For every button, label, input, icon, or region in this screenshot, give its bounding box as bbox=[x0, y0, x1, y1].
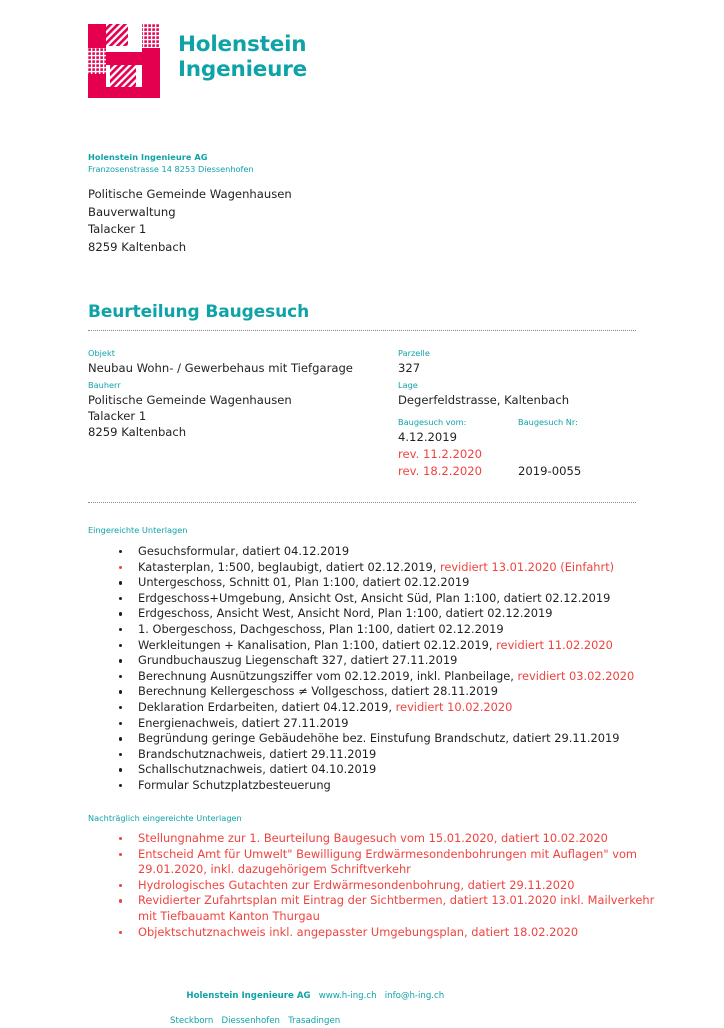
list-item bbox=[88, 762, 658, 778]
list-item-text: Untergeschoss, Schnitt 01, Plan 1:100, datiert 02.12.2019 bbox=[138, 575, 470, 590]
meta-baugesuch-vom-value: 4.12.2019 bbox=[398, 429, 458, 444]
list-item-text: Erdgeschoss+Umgebung, Ansicht Ost, Ansicht Süd, Plan 1:100, datiert 02.12.2019 bbox=[138, 590, 611, 605]
list-item bbox=[88, 731, 658, 747]
meta-baugesuch-row-3 bbox=[398, 463, 636, 480]
list-item bbox=[88, 622, 658, 638]
meta-baugesuch-row-1 bbox=[398, 429, 636, 446]
logo-word-line2: Ingenieure bbox=[178, 57, 308, 82]
footer-locations: Steckborn Diessenhofen Trasadingen bbox=[170, 1016, 341, 1027]
list-item-text: 1. Obergeschoss, Dachgeschoss, Plan 1:100, datiert 02.12.2019 bbox=[138, 621, 504, 636]
meta-lage-and-baugesuch bbox=[398, 380, 636, 480]
company-logo bbox=[88, 24, 307, 98]
meta-bauherr-line-3: 8259 Kaltenbach bbox=[88, 425, 187, 440]
meta-objekt-value: Neubau Wohn- / Gewerbehaus mit Tiefgarage bbox=[88, 360, 353, 375]
list-item bbox=[88, 684, 658, 700]
meta-baugesuch-nr-value: 2019-0055 bbox=[518, 463, 582, 478]
list-item bbox=[88, 638, 658, 654]
page-footer bbox=[170, 978, 444, 1028]
list-item bbox=[88, 544, 658, 560]
list-item-text: Deklaration Erdarbeiten, datiert 04.12.2019, bbox=[138, 699, 396, 714]
recipient-line-1: Politische Gemeinde Wagenhausen bbox=[88, 187, 292, 201]
list-item bbox=[88, 716, 658, 732]
list-item-text: Begründung geringe Gebäudehöhe bez. Einstufung Brandschutz, datiert 29.11.2019 bbox=[138, 731, 620, 746]
list-item-revision-note: revidiert 11.02.2020 bbox=[496, 637, 613, 652]
recipient-line-2: Bauverwaltung bbox=[88, 204, 176, 219]
list-item-text: Hydrologisches Gutachten zur Erdwärmesondenbohrung, datiert 29.11.2020 bbox=[138, 877, 575, 892]
meta-block bbox=[88, 348, 636, 500]
meta-bauherr bbox=[88, 380, 388, 441]
list-item-text: Brandschutznachweis, datiert 29.11.2019 bbox=[138, 746, 377, 761]
meta-lage-value: Degerfeldstrasse, Kaltenbach bbox=[398, 392, 570, 407]
meta-parzelle-label: Parzelle bbox=[398, 348, 430, 358]
divider-under-meta bbox=[88, 502, 636, 504]
list-item bbox=[88, 878, 658, 894]
list-item-revision-note: revidiert 03.02.2020 bbox=[517, 668, 635, 683]
list-item-text: Formular Schutzplatzbesteuerung bbox=[138, 777, 331, 792]
footer-spacer-2 bbox=[377, 991, 385, 1001]
footer-contact-line bbox=[170, 978, 444, 1015]
meta-lage-label: Lage bbox=[398, 380, 418, 390]
meta-baugesuch-labels bbox=[398, 417, 636, 429]
meta-baugesuch-vom-label: Baugesuch vom: bbox=[398, 416, 467, 427]
meta-baugesuch-row-2 bbox=[398, 446, 636, 463]
meta-objekt-label: Objekt bbox=[88, 348, 115, 358]
divider-under-title bbox=[88, 330, 636, 332]
list-item bbox=[88, 606, 658, 622]
meta-parzelle-value: 327 bbox=[398, 360, 421, 375]
list-item bbox=[88, 560, 658, 576]
sender-block bbox=[88, 152, 254, 175]
list-item-revision-note: revidiert 10.02.2020 bbox=[395, 699, 513, 714]
list-item bbox=[88, 591, 658, 607]
sender-company: Holenstein Ingenieure AG bbox=[88, 152, 208, 162]
sender-address: Franzosenstrasse 14 8253 Diessenhofen bbox=[88, 163, 254, 174]
list-item-text: Entscheid Amt für Umwelt" Bewilligung Erdwärmesondenbohrungen mit Auflagen" vom 29.01.2020, inkl. dazugehörigem Schriftverkehr bbox=[138, 846, 638, 877]
footer-company: Holenstein Ingenieure AG bbox=[186, 991, 311, 1002]
meta-parzelle bbox=[398, 348, 636, 376]
holenstein-h-monogram-icon bbox=[88, 24, 160, 98]
section-heading-nachtraeglich-eingereichte-unterlagen: Nachträglich eingereichte Unterlagen bbox=[88, 813, 242, 823]
recipient-line-3: Talacker 1 bbox=[88, 222, 147, 237]
list-item bbox=[88, 747, 658, 763]
list-item-text: Gesuchsformular, datiert 04.12.2019 bbox=[138, 544, 350, 558]
list-item bbox=[88, 669, 658, 685]
meta-bauherr-label: Bauherr bbox=[88, 380, 121, 390]
list-item bbox=[88, 831, 658, 847]
list-item bbox=[88, 653, 658, 669]
list-item bbox=[88, 700, 658, 716]
meta-objekt bbox=[88, 348, 388, 376]
list-item-text: Berechnung Kellergeschoss ≠ Vollgeschoss, datiert 28.11.2019 bbox=[138, 684, 499, 699]
list-item-text: Berechnung Ausnützungsziffer vom 02.12.2019, inkl. Planbeilage, bbox=[138, 668, 518, 683]
recipient-line-4: 8259 Kaltenbach bbox=[88, 239, 187, 254]
page-title: Beurteilung Baugesuch bbox=[88, 302, 310, 322]
meta-row-objekt bbox=[88, 348, 636, 380]
meta-baugesuch-nr-label: Baugesuch Nr: bbox=[518, 416, 578, 427]
list-item bbox=[88, 778, 658, 794]
footer-email[interactable]: info@h-ing.ch bbox=[384, 991, 445, 1002]
logo-wordmark bbox=[178, 32, 307, 82]
list-item bbox=[88, 847, 658, 878]
section-heading-eingereichte-unterlagen: Eingereichte Unterlagen bbox=[88, 525, 188, 535]
list-item-revision-note: revidiert 13.01.2020 (Einfahrt) bbox=[439, 559, 615, 574]
meta-bauherr-line-2: Talacker 1 bbox=[88, 408, 147, 423]
list-item-text: Erdgeschoss, Ansicht West, Ansicht Nord, Plan 1:100, datiert 02.12.2019 bbox=[138, 606, 553, 621]
list-item-text: Objektschutznachweis inkl. angepasster Umgebungsplan, datiert 18.02.2020 bbox=[138, 924, 579, 939]
footer-website[interactable]: www.h-ing.ch bbox=[318, 991, 377, 1002]
meta-row-bauherr bbox=[88, 380, 636, 500]
list-item bbox=[88, 893, 658, 924]
list-item-text: Revidierter Zufahrtsplan mit Eintrag der Sichtbermen, datiert 13.01.2020 inkl. Mailverkehr mit Tiefbauamt Kanton Thurgau bbox=[138, 893, 655, 923]
list-item-text: Grundbuchauszug Liegenschaft 327, datiert 27.11.2019 bbox=[138, 653, 458, 668]
list-item-text: Schallschutznachweis, datiert 04.10.2019 bbox=[138, 762, 377, 777]
list-item-text: Katasterplan, 1:500, beglaubigt, datiert 02.12.2019, bbox=[138, 559, 440, 574]
meta-baugesuch-rev-2: rev. 18.2.2020 bbox=[398, 463, 482, 478]
meta-bauherr-line-1: Politische Gemeinde Wagenhausen bbox=[88, 392, 292, 407]
list-item-text: Werkleitungen + Kanalisation, Plan 1:100, datiert 02.12.2019, bbox=[138, 637, 497, 652]
logo-word-line1: Holenstein bbox=[178, 32, 307, 57]
footer-spacer-1 bbox=[311, 991, 319, 1001]
late-submitted-documents-list bbox=[88, 831, 658, 940]
list-item-text: Energienachweis, datiert 27.11.2019 bbox=[138, 715, 349, 730]
list-item-text: Stellungnahme zur 1. Beurteilung Baugesuch vom 15.01.2020, datiert 10.02.2020 bbox=[138, 831, 608, 845]
submitted-documents-list bbox=[88, 544, 658, 794]
list-item bbox=[88, 575, 658, 591]
meta-baugesuch-rev-1: rev. 11.2.2020 bbox=[398, 446, 482, 461]
recipient-block bbox=[88, 186, 292, 256]
list-item bbox=[88, 925, 658, 941]
